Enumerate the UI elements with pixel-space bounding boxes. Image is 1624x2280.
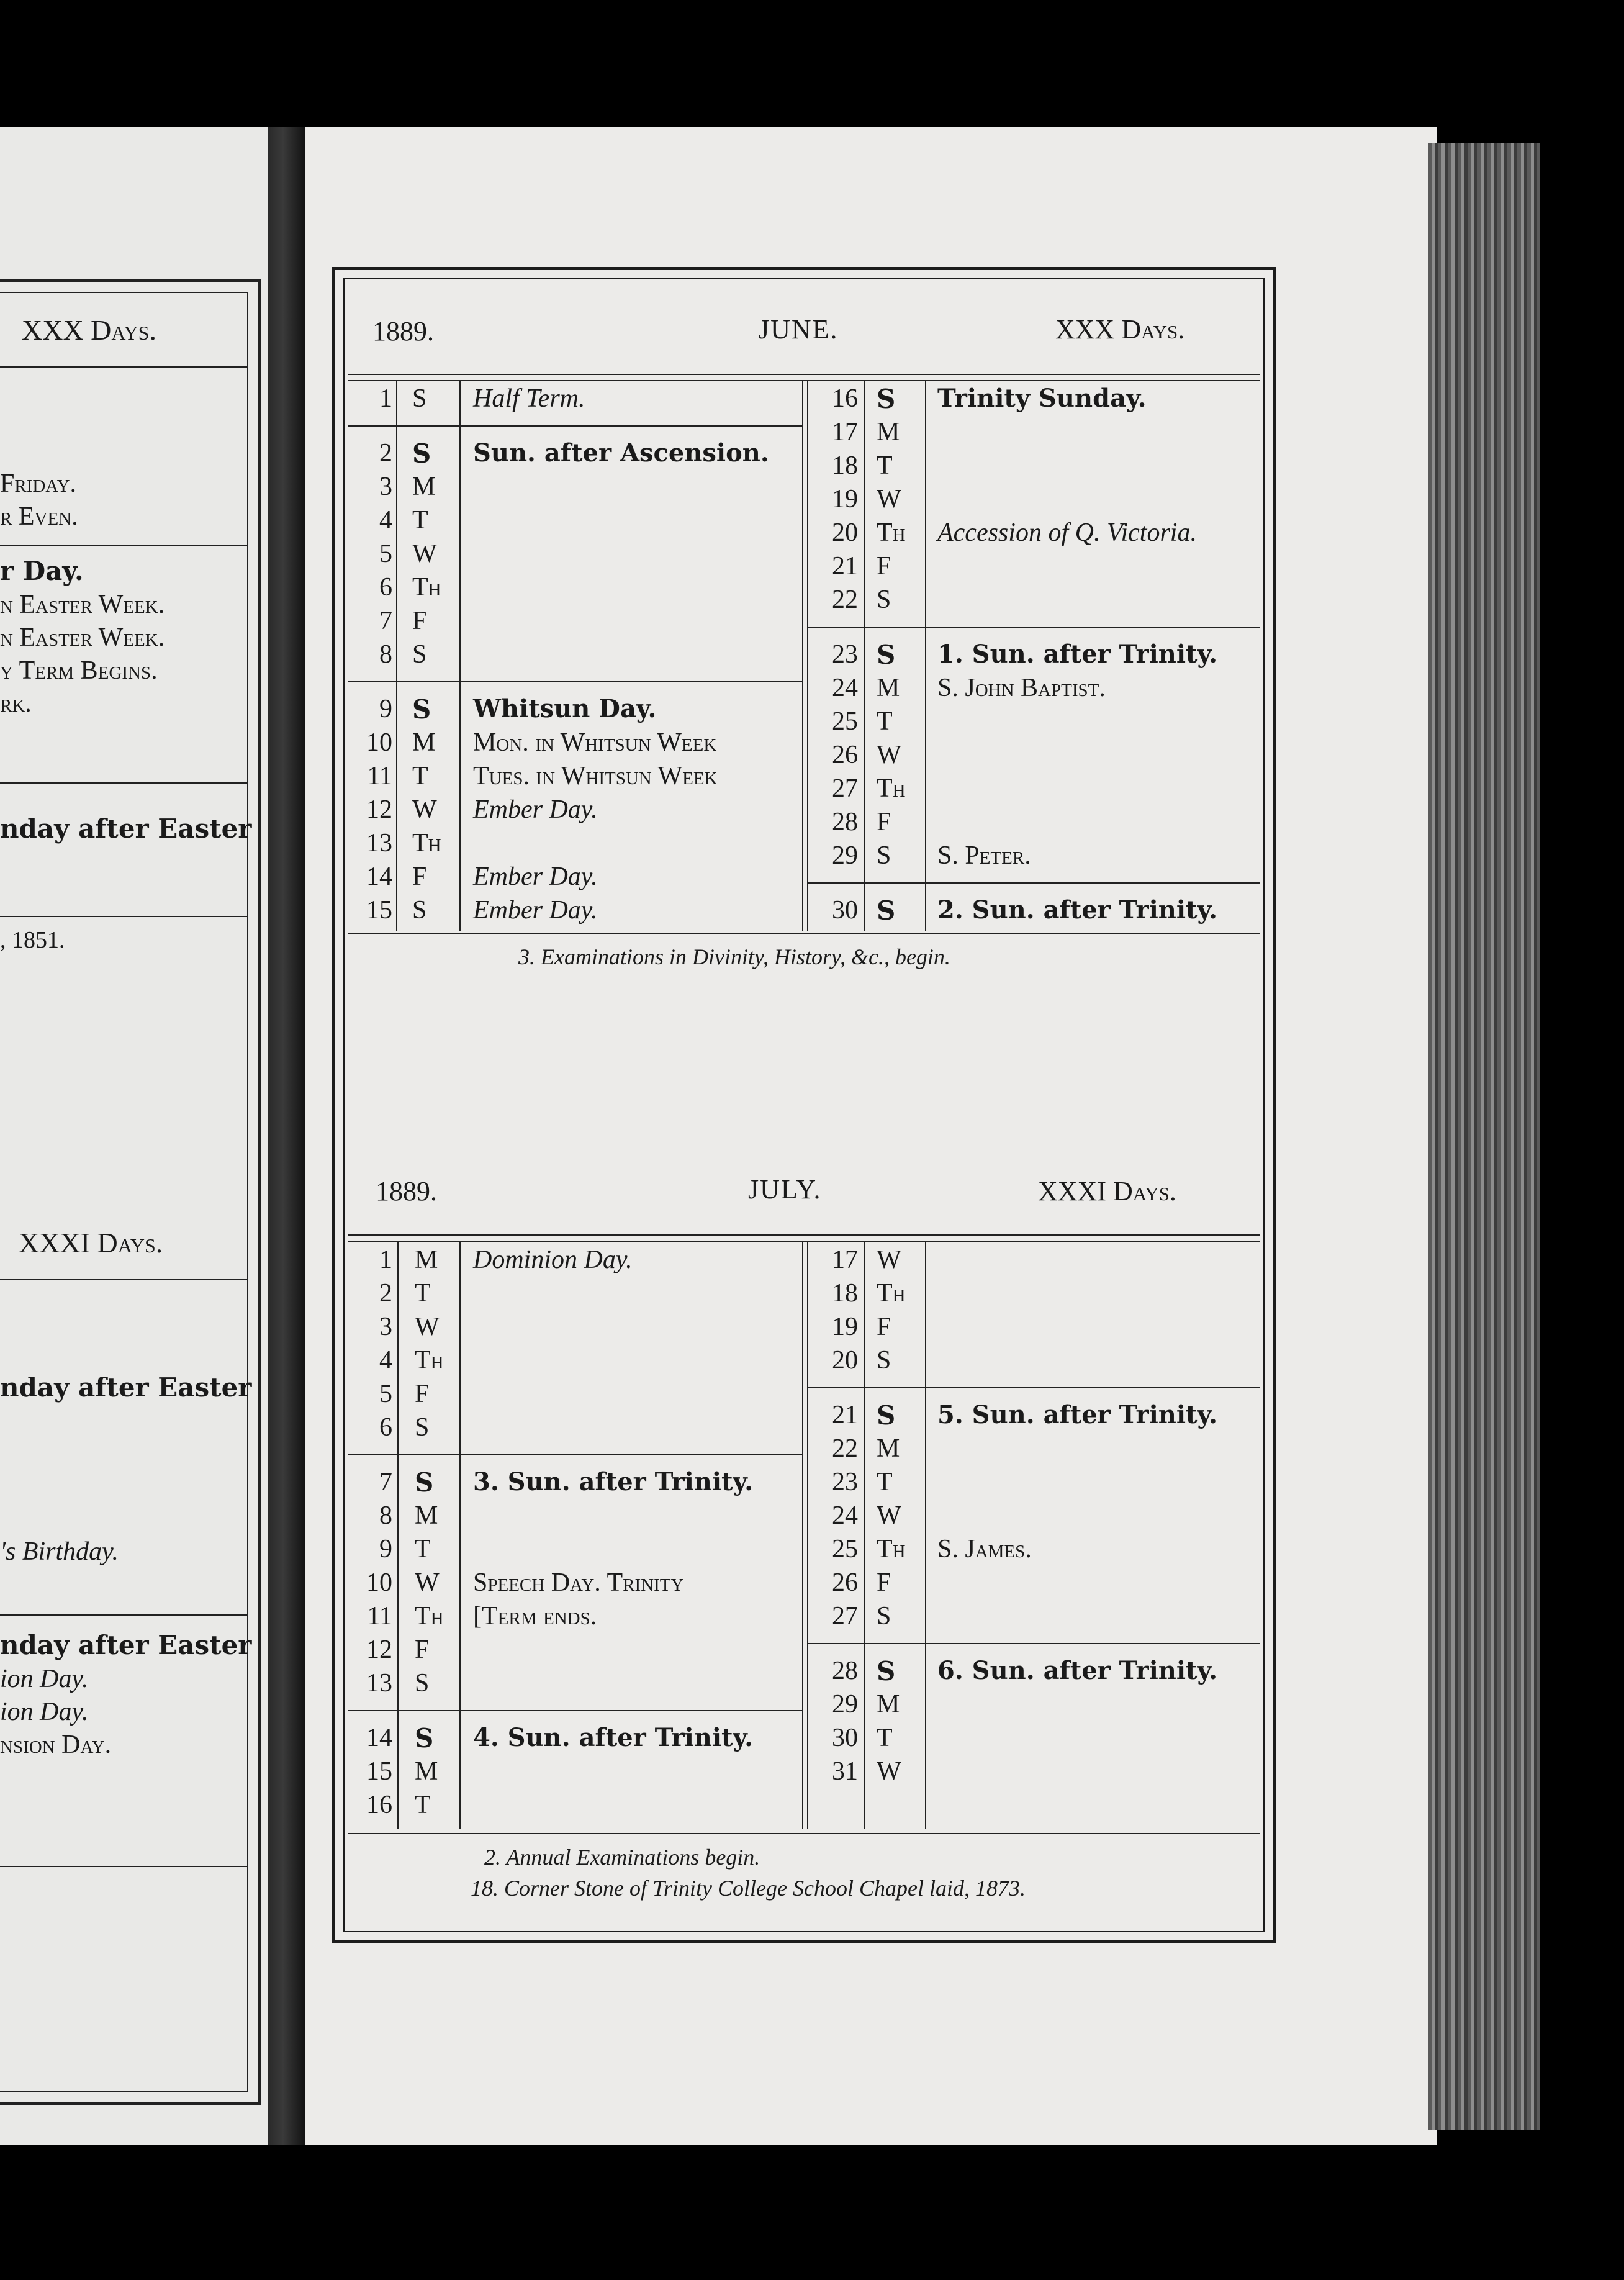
weekday-abbrev: S [877,586,891,614]
date-number: 24 [832,674,858,702]
date-number: 28 [832,808,858,836]
event-text: Ember Day. [473,862,598,891]
left-line: nday after Easter [0,1372,252,1403]
weekday-abbrev: M [415,1246,438,1274]
left-line: nsion Day. [0,1730,112,1759]
event-text: Trinity Sunday. [937,384,1147,413]
event-text: Whitsun Day. [473,694,657,723]
date-number: 21 [832,552,858,581]
date-number: 22 [832,1434,858,1463]
weekday-abbrev: W [877,1501,901,1530]
date-number: 11 [367,762,392,790]
date-number: 7 [379,607,392,635]
weekday-abbrev: S [877,384,896,414]
weekday-abbrev: W [877,1757,901,1786]
event-text: 2. Sun. after Trinity. [937,895,1218,925]
date-number: 30 [832,896,858,925]
weekday-abbrev: T [415,1279,431,1308]
date-number: 5 [379,1380,392,1408]
weekday-abbrev: W [412,540,437,568]
divider [0,1866,248,1867]
divider [348,933,1260,934]
date-number: 13 [366,829,392,857]
weekday-abbrev: Th [877,774,906,803]
weekday-abbrev: F [877,1313,891,1341]
calendar-row [0,518,1624,551]
weekday-abbrev: T [877,451,893,480]
calendar-row [0,1312,1624,1346]
calendar-row [0,807,1624,841]
calendar-row [0,451,1624,484]
calendar-row [0,774,1624,807]
weekday-abbrev: T [412,762,428,790]
date-number: 9 [379,1535,392,1563]
date-number: 24 [832,1501,858,1530]
weekday-abbrev: S [412,694,431,725]
date-number: 14 [366,1724,392,1752]
weekday-abbrev: S [412,640,427,669]
week-divider [807,627,1260,628]
date-number: 23 [832,640,858,669]
column-rule [807,1241,808,1829]
calendar-row [0,841,1624,874]
calendar-row [0,1690,1624,1723]
event-text: S. James. [937,1535,1032,1563]
date-number: 3 [379,1313,392,1341]
calendar-row [0,585,1624,618]
weekday-abbrev: Th [877,1535,906,1563]
event-text: 4. Sun. after Trinity. [473,1723,754,1752]
calendar-row [0,1245,1624,1278]
date-number: 10 [366,1568,392,1597]
weekday-abbrev: F [877,1568,891,1597]
event-text: [Term ends. [473,1602,597,1631]
date-number: 18 [832,451,858,480]
weekday-abbrev: Th [412,829,441,857]
calendar-row [0,895,1624,929]
weekday-abbrev: Th [877,518,906,547]
date-number: 17 [832,418,858,446]
weekday-abbrev: Th [412,573,441,602]
weekday-abbrev: S [877,841,891,870]
date-number: 20 [832,1346,858,1375]
divider [348,1241,1260,1242]
week-divider [807,1387,1260,1388]
column-rule [864,1241,865,1829]
june-title: JUNE. [759,314,839,345]
weekday-abbrev: S [412,896,427,925]
july-footnote-2: 18. Corner Stone of Trinity College School Chapel laid, 1873. [471,1876,1026,1901]
date-number: 28 [832,1657,858,1685]
weekday-abbrev: T [412,506,428,535]
july-days-label: XXXI Days. [1038,1176,1176,1206]
calendar-row [0,1723,1624,1757]
date-number: 8 [379,1501,392,1530]
date-number: 17 [832,1246,858,1274]
date-number: 31 [832,1757,858,1786]
weekday-abbrev: M [415,1757,438,1786]
date-number: 16 [832,384,858,413]
july-title: JULY. [748,1174,822,1205]
event-text: Tues. in Whitsun Week [473,762,718,790]
weekday-abbrev: T [415,1535,431,1563]
date-number: 12 [366,1635,392,1664]
calendar-row [0,1346,1624,1379]
date-number: 19 [832,1313,858,1341]
divider [348,1833,1260,1834]
weekday-abbrev: M [415,1501,438,1530]
weekday-abbrev: T [877,707,893,736]
date-number: 4 [379,506,392,535]
calendar-row [0,1534,1624,1568]
date-number: 15 [366,1757,392,1786]
event-text: Ember Day. [473,795,598,824]
calendar-row [0,384,1624,417]
weekday-abbrev: F [877,808,891,836]
date-number: 16 [366,1791,392,1819]
date-number: 25 [832,707,858,736]
left-line: r Day. [0,556,84,586]
left-line: rk. [0,689,32,718]
weekday-abbrev: W [877,1246,901,1274]
event-text: 1. Sun. after Trinity. [937,640,1218,669]
week-divider [807,1643,1260,1644]
calendar-row [0,1757,1624,1790]
date-number: 2 [379,1279,392,1308]
event-text: S. John Baptist. [937,674,1106,702]
weekday-abbrev: S [877,640,896,670]
date-number: 2 [379,439,392,468]
date-number: 29 [832,1690,858,1719]
event-text: 3. Sun. after Trinity. [473,1467,754,1496]
date-number: 20 [832,518,858,547]
left-line: ion Day. [0,1698,89,1726]
date-number: 23 [832,1468,858,1496]
left-page-header: XXX Days. [22,314,156,346]
date-number: 27 [832,774,858,803]
calendar-row [0,640,1624,673]
weekday-abbrev: S [412,384,427,413]
date-number: 26 [832,741,858,769]
calendar-row [0,1400,1624,1434]
date-number: 29 [832,841,858,870]
weekday-abbrev: W [415,1313,440,1341]
calendar-row [0,1790,1624,1824]
weekday-abbrev: W [412,795,437,824]
calendar-row [0,417,1624,451]
left-line: n Easter Week. [0,590,165,619]
date-number: 25 [832,1535,858,1563]
date-number: 6 [379,573,392,602]
event-text: 5. Sun. after Trinity. [937,1400,1218,1429]
calendar-row [0,484,1624,518]
date-number: 8 [379,640,392,669]
event-text: Half Term. [473,384,585,413]
weekday-abbrev: M [877,1434,900,1463]
july-year: 1889. [376,1176,437,1206]
date-number: 7 [379,1468,392,1496]
left-page-header-2: XXXI Days. [19,1227,163,1259]
weekday-abbrev: M [877,1690,900,1719]
weekday-abbrev: Th [877,1279,906,1308]
date-number: 30 [832,1724,858,1752]
date-number: 18 [832,1279,858,1308]
divider [348,1234,1260,1236]
calendar-row [0,1278,1624,1312]
weekday-abbrev: F [412,862,427,891]
divider [348,380,1260,381]
weekday-abbrev: S [877,1400,896,1431]
divider [0,366,248,368]
weekday-abbrev: S [412,438,431,469]
column-rule [925,1241,926,1829]
date-number: 4 [379,1346,392,1375]
date-number: 1 [379,1246,392,1274]
june-days-label: XXX Days. [1055,314,1185,345]
weekday-abbrev: S [877,895,896,926]
date-number: 12 [366,795,392,824]
weekday-abbrev: M [412,728,436,757]
weekday-abbrev: S [415,1467,434,1498]
event-text: 6. Sun. after Trinity. [937,1656,1218,1685]
weekday-abbrev: W [877,741,901,769]
july-footnote-1: 2. Annual Examinations begin. [484,1845,760,1870]
date-number: 22 [832,586,858,614]
week-divider [807,882,1260,884]
weekday-abbrev: T [415,1791,431,1819]
date-number: 5 [379,540,392,568]
left-line: Friday. [0,469,77,498]
left-line: nday after Easter [0,813,252,844]
calendar-row [0,1568,1624,1601]
calendar-row [0,1656,1624,1690]
weekday-abbrev: S [877,1602,891,1631]
date-number: 19 [832,485,858,513]
column-rule [807,380,808,931]
event-text: Mon. in Whitsun Week [473,728,717,757]
date-number: 10 [366,728,392,757]
calendar-row [0,673,1624,707]
june-year: 1889. [372,316,434,346]
weekday-abbrev: F [877,552,891,581]
column-rule [864,380,865,931]
weekday-abbrev: Th [415,1346,444,1375]
left-line: y Term Begins. [0,656,158,685]
weekday-abbrev: T [877,1468,893,1496]
weekday-abbrev: M [877,674,900,702]
june-footnote: 3. Examinations in Divinity, History, &c., begin. [518,944,950,969]
event-text: Sun. after Ascension. [473,438,769,468]
weekday-abbrev: W [877,485,901,513]
date-number: 26 [832,1568,858,1597]
weekday-abbrev: Th [415,1602,444,1631]
weekday-abbrev: T [877,1724,893,1752]
weekday-abbrev: S [877,1346,891,1375]
calendar-row [0,1601,1624,1635]
date-number: 3 [379,473,392,501]
left-line: r Even. [0,502,78,531]
date-number: 21 [832,1401,858,1429]
calendar-row [0,551,1624,585]
weekday-abbrev: M [877,418,900,446]
divider [348,374,1260,375]
weekday-abbrev: F [415,1635,430,1664]
event-text: S. Peter. [937,841,1031,870]
left-line: n Easter Week. [0,623,165,652]
weekday-abbrev: M [412,473,436,501]
column-rule [925,380,926,931]
weekday-abbrev: F [415,1380,430,1408]
weekday-abbrev: S [415,1669,430,1698]
event-text: Accession of Q. Victoria. [937,518,1197,547]
weekday-abbrev: F [412,607,427,635]
weekday-abbrev: S [877,1656,896,1686]
calendar-row [0,1434,1624,1467]
event-text: Speech Day. Trinity [473,1568,684,1597]
event-text: Dominion Day. [473,1246,633,1274]
weekday-abbrev: S [415,1723,434,1753]
date-number: 14 [366,862,392,891]
date-number: 11 [367,1602,392,1631]
date-number: 9 [379,695,392,723]
weekday-abbrev: W [415,1568,440,1597]
calendar-row [0,1501,1624,1534]
left-line: ion Day. [0,1665,89,1693]
left-line: nday after Easter [0,1630,252,1660]
calendar-row [0,1467,1624,1501]
date-number: 1 [379,384,392,413]
calendar-row [0,707,1624,740]
weekday-abbrev: S [415,1413,430,1442]
date-number: 15 [366,896,392,925]
date-number: 13 [366,1669,392,1698]
left-line: , 1851. [0,927,65,953]
left-line: 's Birthday. [0,1537,119,1566]
event-text: Ember Day. [473,896,598,925]
calendar-row [0,740,1624,774]
date-number: 6 [379,1413,392,1442]
date-number: 27 [832,1602,858,1631]
